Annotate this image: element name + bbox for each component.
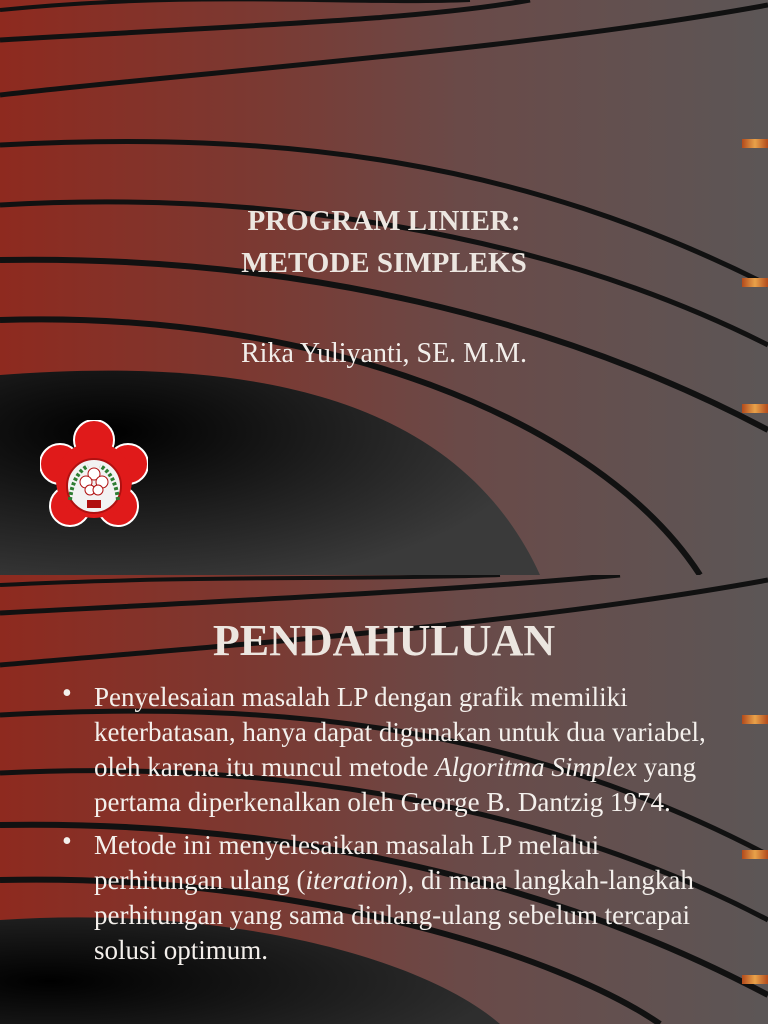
university-emblem-icon [40, 420, 148, 542]
title-line-1: PROGRAM LINIER: [247, 205, 521, 237]
bullet-item [62, 680, 712, 820]
title-line-2: METODE SIMPLEKS [241, 247, 527, 279]
bullet-item [62, 828, 712, 968]
bullet-text: Metode ini menyelesaikan masalah LP melalui perhitungan ulang ( [94, 830, 600, 895]
bullet-italic-text: iteration [305, 865, 399, 895]
bullet-text: ), di mana langkah-langkah perhitungan yang sama diulang-ulang sebelum tercapai solusi optimum. [94, 865, 694, 965]
bullet-italic-text: Algoritma Simplex [435, 752, 637, 782]
author-name: Rika Yuliyanti, SE. M.M. [241, 338, 527, 369]
bullet-text: yang pertama diperkenalkan oleh George B. Dantzig 1974. [94, 752, 697, 817]
introduction-slide [0, 575, 768, 1024]
bullet-text: Penyelesaian masalah LP dengan grafik memiliki keterbatasan, hanya dapat digunakan untuk dua variabel, oleh karena itu muncul metode [94, 682, 706, 782]
section-heading: PENDAHULUAN [212, 616, 556, 665]
bullet-list [62, 680, 712, 976]
